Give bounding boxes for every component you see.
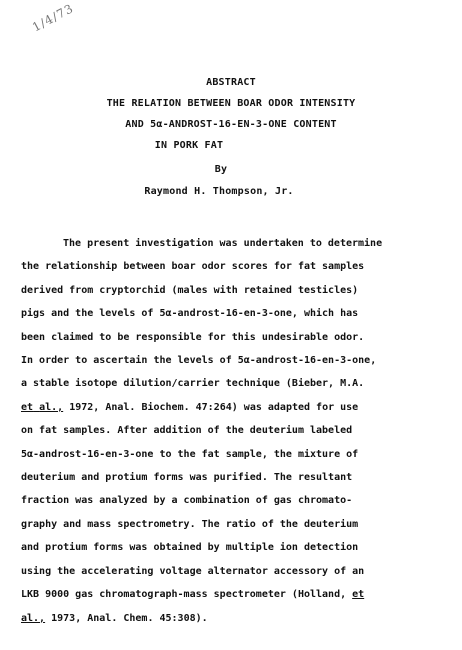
body-line: graphy and mass spectrometry. The ratio of the deuterium: [21, 518, 359, 530]
handwritten-note: 1/4/73: [30, 1, 76, 35]
body-line: using the accelerating voltage alternator accessory of an: [21, 565, 365, 577]
al-text: al.,: [39, 401, 64, 413]
et-text: et: [21, 401, 34, 413]
et-al-abbrev: [21, 402, 63, 413]
body-line-rest: 1972, Anal. Biochem. 47:264) was adapted for use: [69, 401, 359, 413]
title-line-2: AND 5α-ANDROST-16-EN-3-ONE CONTENT: [125, 119, 337, 130]
body-line-start: LKB 9000 gas chromatograph-mass spectrometer (Holland,: [21, 589, 347, 601]
body-line: 5α-androst-16-en-3-one to the fat sample, the mixture of: [21, 448, 359, 460]
body-line: In order to ascertain the levels of 5α-androst-16-en-3-one,: [21, 355, 377, 367]
body-line-rest: 1973, Anal. Chem. 45:308).: [51, 612, 208, 624]
body-line: on fat samples. After addition of the deuterium labeled: [21, 425, 353, 437]
body-line: and protium forms was obtained by multiple ion detection: [21, 542, 359, 554]
body-line: deuterium and protium forms was purified. The resultant: [21, 472, 353, 484]
title-line-3: IN PORK FAT: [154, 140, 224, 151]
author-name: Raymond H. Thompson, Jr.: [144, 186, 294, 197]
body-line-citation: [21, 583, 451, 606]
body-line: The present investigation was undertaken to determine: [63, 238, 383, 249]
body-line: been claimed to be responsible for this undesirable odor.: [21, 331, 365, 343]
body-line: derived from cryptorchid (males with retained testicles): [21, 284, 359, 296]
al-abbrev: al.,: [21, 612, 46, 624]
body-line: a stable isotope dilution/carrier technique (Bieber, M.A.: [21, 378, 365, 390]
abstract-body: [21, 232, 451, 630]
body-line: pigs and the levels of 5α-androst-16-en-3-one, which has: [21, 308, 359, 320]
abstract-heading: ABSTRACT: [206, 77, 256, 88]
by-line: By: [214, 164, 228, 175]
title-line-1: THE RELATION BETWEEN BOAR ODOR INTENSITY: [106, 98, 356, 109]
body-line: the relationship between boar odor scores for fat samples: [21, 261, 365, 273]
body-line-citation: [21, 607, 451, 630]
et-abbrev: et: [352, 589, 365, 601]
body-line-citation: [21, 396, 451, 419]
body-line: fraction was analyzed by a combination of gas chromato-: [21, 495, 353, 507]
